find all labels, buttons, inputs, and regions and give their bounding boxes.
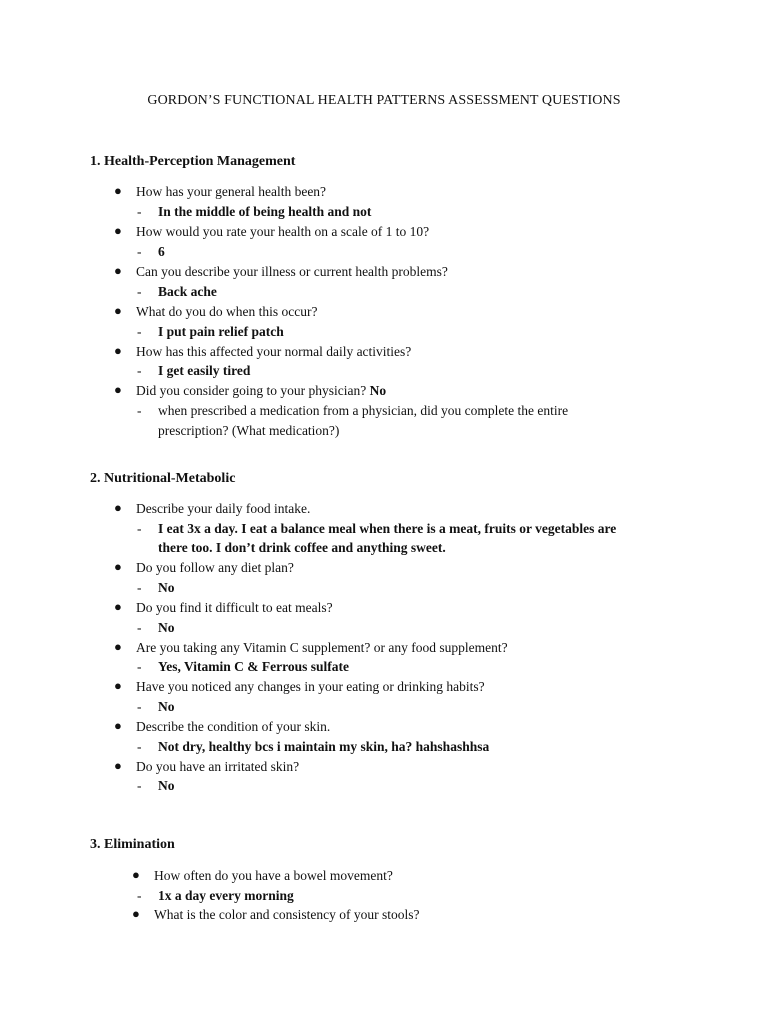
answer bbox=[137, 403, 569, 419]
answer bbox=[137, 521, 617, 537]
dash-marker: - bbox=[137, 521, 142, 536]
dash-marker: - bbox=[137, 888, 142, 903]
question bbox=[114, 500, 311, 517]
answer bbox=[137, 888, 294, 904]
question-text: What is the color and consistency of your stools? bbox=[154, 907, 420, 922]
page-title: GORDON’S FUNCTIONAL HEALTH PATTERNS ASSESSMENT QUESTIONS bbox=[147, 93, 621, 108]
answer-text: there too. I don’t drink coffee and anything sweet. bbox=[158, 540, 446, 555]
dash-marker: - bbox=[137, 363, 142, 378]
dash-marker: - bbox=[137, 324, 142, 339]
question bbox=[114, 223, 430, 240]
bullet-icon: ● bbox=[114, 758, 122, 773]
bullet-icon: ● bbox=[114, 382, 122, 397]
inline-answer: No bbox=[369, 383, 387, 398]
bullet-icon: ● bbox=[114, 183, 122, 198]
dash-marker: - bbox=[137, 244, 142, 259]
answer-text: No bbox=[158, 620, 175, 635]
bullet-icon: ● bbox=[114, 500, 122, 515]
answer-text: No bbox=[158, 778, 175, 793]
answer bbox=[137, 204, 372, 220]
answer-text: No bbox=[158, 699, 175, 714]
question bbox=[114, 678, 485, 695]
question bbox=[114, 303, 318, 320]
bullet-icon: ● bbox=[114, 263, 122, 278]
answer-text: I eat 3x a day. I eat a balance meal when there is a meat, fruits or vegetables are bbox=[158, 521, 617, 536]
question-text: How would you rate your health on a scale of 1 to 10? bbox=[136, 224, 430, 239]
answer bbox=[137, 324, 284, 340]
answer-continuation bbox=[158, 540, 446, 556]
answer-text: No bbox=[158, 580, 175, 595]
dash-marker: - bbox=[137, 739, 142, 754]
question-text: Can you describe your illness or current health problems? bbox=[136, 264, 448, 279]
answer-text: prescription? (What medication?) bbox=[158, 423, 340, 438]
answer-text: 6 bbox=[158, 244, 165, 259]
question-text: Have you noticed any changes in your eating or drinking habits? bbox=[136, 679, 485, 694]
question-text: Describe the condition of your skin. bbox=[136, 719, 331, 734]
question bbox=[132, 867, 393, 884]
question-text: How has this affected your normal daily activities? bbox=[136, 344, 412, 359]
answer-text: when prescribed a medication from a physician, did you complete the entire bbox=[158, 403, 569, 418]
dash-marker: - bbox=[137, 620, 142, 635]
bullet-icon: ● bbox=[114, 599, 122, 614]
answer bbox=[137, 659, 349, 675]
question bbox=[114, 599, 333, 616]
question-text: What do you do when this occur? bbox=[136, 304, 318, 319]
answer-text: Back ache bbox=[158, 284, 217, 299]
answer-text: In the middle of being health and not bbox=[158, 204, 372, 219]
question-text: How has your general health been? bbox=[136, 184, 327, 199]
answer bbox=[137, 778, 175, 794]
bullet-icon: ● bbox=[132, 906, 140, 921]
question bbox=[114, 382, 387, 399]
bullet-icon: ● bbox=[114, 303, 122, 318]
answer-continuation bbox=[158, 423, 339, 439]
question bbox=[114, 263, 448, 280]
dash-marker: - bbox=[137, 580, 142, 595]
answer-text: Yes, Vitamin C & Ferrous sulfate bbox=[158, 659, 349, 674]
question-text: Did you consider going to your physician? bbox=[136, 383, 367, 398]
question bbox=[114, 639, 508, 656]
answer bbox=[137, 284, 217, 300]
bullet-icon: ● bbox=[114, 223, 122, 238]
answer-text: 1x a day every morning bbox=[158, 888, 294, 903]
question bbox=[132, 906, 420, 923]
question-text: Do you follow any diet plan? bbox=[136, 560, 294, 575]
section-heading-nutritional-metabolic: 2. Nutritional-Metabolic bbox=[90, 471, 236, 486]
answer bbox=[137, 580, 175, 596]
dash-marker: - bbox=[137, 699, 142, 714]
question bbox=[114, 758, 300, 775]
dash-marker: - bbox=[137, 778, 142, 793]
bullet-icon: ● bbox=[132, 867, 140, 882]
question-text: Do you find it difficult to eat meals? bbox=[136, 600, 333, 615]
answer bbox=[137, 620, 175, 636]
bullet-icon: ● bbox=[114, 678, 122, 693]
bullet-icon: ● bbox=[114, 639, 122, 654]
bullet-icon: ● bbox=[114, 343, 122, 358]
answer bbox=[137, 363, 251, 379]
answer bbox=[137, 739, 490, 755]
answer bbox=[137, 699, 175, 715]
bullet-icon: ● bbox=[114, 718, 122, 733]
question-text: Do you have an irritated skin? bbox=[136, 759, 300, 774]
section-heading-health-perception: 1. Health-Perception Management bbox=[90, 154, 296, 169]
question-text: Are you taking any Vitamin C supplement? or any food supplement? bbox=[136, 640, 508, 655]
dash-marker: - bbox=[137, 659, 142, 674]
answer-text: I put pain relief patch bbox=[158, 324, 284, 339]
question bbox=[114, 718, 331, 735]
answer-text: Not dry, healthy bcs i maintain my skin, ha? hahshashhsa bbox=[158, 739, 490, 754]
answer-text: I get easily tired bbox=[158, 363, 251, 378]
dash-marker: - bbox=[137, 204, 142, 219]
section-heading-elimination: 3. Elimination bbox=[90, 837, 175, 852]
answer bbox=[137, 244, 165, 260]
question bbox=[114, 559, 294, 576]
question bbox=[114, 183, 327, 200]
question bbox=[114, 343, 412, 360]
dash-marker: - bbox=[137, 284, 142, 299]
question-text: How often do you have a bowel movement? bbox=[154, 868, 393, 883]
bullet-icon: ● bbox=[114, 559, 122, 574]
dash-marker: - bbox=[137, 403, 142, 418]
question-text: Describe your daily food intake. bbox=[136, 501, 311, 516]
